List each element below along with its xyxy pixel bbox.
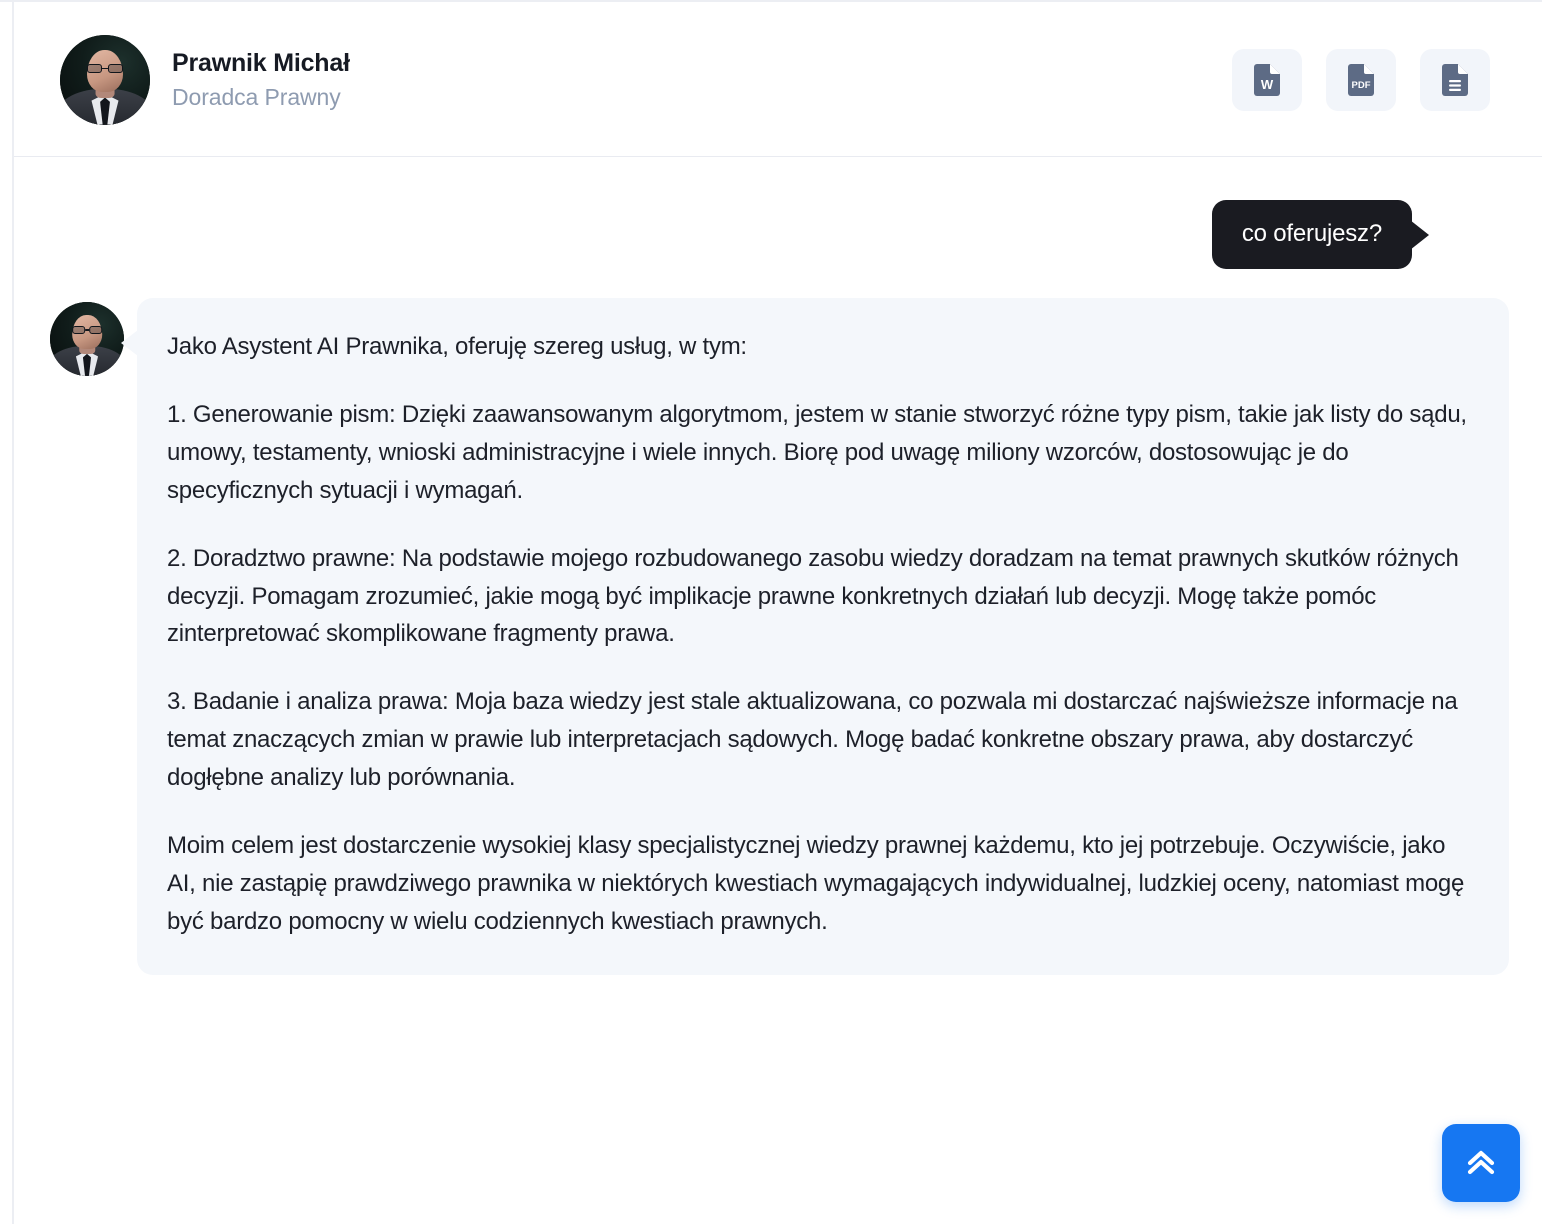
page-title: Prawnik Michał — [172, 48, 350, 77]
message-paragraph: 1. Generowanie pism: Dzięki zaawansowanym algorytmom, jestem w stanie stworzyć różne typy pism, takie jak listy do sądu, umowy, testamenty, wnioski administracyjne i wiele innych. Biorę pod uwagę miliony wzorców, dostosowując je do specyficznych sytuacji i wymagań. — [167, 400, 1467, 504]
header-action-buttons — [1232, 49, 1490, 111]
message-paragraph: 2. Doradztwo prawne: Na podstawie mojego rozbudowanego zasobu wiedzy doradzam na temat prawnych skutków różnych decyzji. Pomagam zrozumieć, jakie mogą być implikacje prawne konkretnych działań lub decyzji. Mogę także pomóc zinterpretować skomplikowane fragmenty prawa. — [167, 544, 1459, 648]
text-document-icon — [1442, 64, 1468, 96]
message-paragraph: 3. Badanie i analiza prawa: Moja baza wiedzy jest stale aktualizowana, co pozwala mi dostarczać najświeższe informacje na temat znaczących zmian w prawie lub interpretacjach sądowych. Mogę badać konkretne obszary prawa, aby dostarczyć dogłębne analizy lub porównania. — [167, 688, 1458, 792]
chat-messages-area[interactable] — [14, 157, 1542, 1224]
chat-header — [14, 2, 1542, 157]
message-paragraph: Moim celem jest dostarczenie wysokiej klasy specjalistycznej wiedzy prawnej każdemu, kto jej potrzebuje. Oczywiście, jako AI, nie zastąpię prawdziwego prawnika w niektórych kwestiach wymagających indywidualnej, ludzkiej oceny, natomiast mogę być bardzo pomocny w wielu codziennych kwestiach prawnych. — [167, 832, 1465, 935]
assistant-avatar — [50, 302, 124, 376]
message-row-user — [1212, 200, 1412, 269]
glasses-icon — [72, 326, 102, 333]
assistant-role-label: Doradca Prawny — [172, 83, 341, 110]
header-text-block — [172, 48, 350, 112]
header-avatar — [60, 35, 150, 125]
export-pdf-button[interactable] — [1326, 49, 1396, 111]
scroll-to-top-button[interactable] — [1442, 1124, 1520, 1202]
word-document-icon — [1254, 64, 1280, 96]
assistant-avatar-wrapper — [50, 298, 124, 376]
glasses-icon — [87, 64, 123, 73]
assistant-identity — [60, 35, 1232, 125]
message-row-assistant — [50, 298, 1509, 975]
svg-text:W: W — [1260, 76, 1274, 92]
double-chevron-up-icon — [1463, 1146, 1499, 1180]
message-paragraph: Jako Asystent AI Prawnika, oferuję szereg usług, w tym: — [167, 333, 747, 360]
user-message-bubble: co oferujesz? — [1212, 200, 1412, 269]
pdf-document-icon — [1348, 64, 1374, 96]
export-word-button[interactable] — [1232, 49, 1302, 111]
svg-text:PDF: PDF — [1351, 79, 1371, 91]
assistant-message-bubble — [137, 298, 1509, 975]
export-text-button[interactable] — [1420, 49, 1490, 111]
